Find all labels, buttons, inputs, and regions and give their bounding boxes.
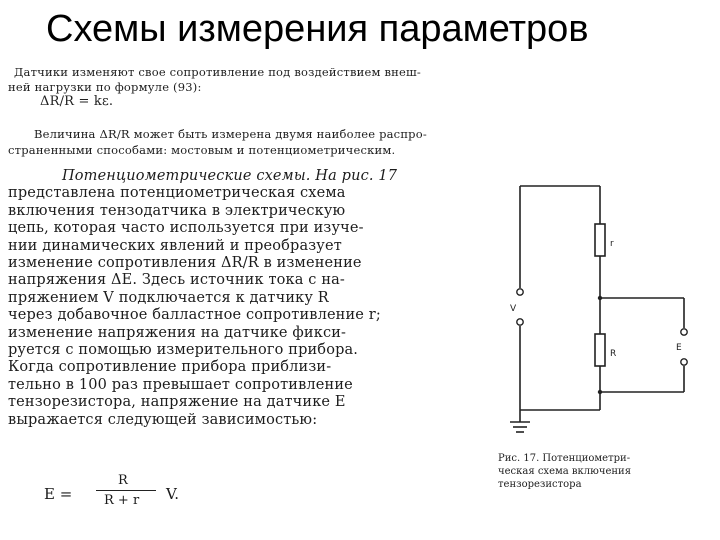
circuit-diagram <box>508 178 698 448</box>
caption-line-2: ческая схема включения <box>498 466 632 477</box>
main-line-11: руется с помощью измерительного прибора. <box>8 342 359 359</box>
main-line-7: напряжения ΔE. Здесь источник тока с на- <box>8 272 345 289</box>
main-line-12: Когда сопротивление прибора приблизи- <box>8 359 332 376</box>
main-line-4: цепь, которая часто используется при изуче- <box>8 220 364 237</box>
terminal-v-top <box>517 289 523 295</box>
main-line-14: тензорезистора, напряжение на датчике E <box>8 394 346 411</box>
caption-line-3: тензорезистора <box>498 479 582 490</box>
main-line-9: через добавочное балластное сопротивление r; <box>8 307 381 324</box>
fraction-bar <box>96 490 156 491</box>
slide-title: Схемы измерения параметров <box>46 8 589 50</box>
intro-line-1: Датчики изменяют свое сопротивление под воздействием внеш- <box>14 65 422 79</box>
intro-line-2: ней нагрузки по формуле (93): <box>8 80 202 94</box>
main-line-8: пряжением V подключается к датчику R <box>8 289 329 306</box>
label-r: r <box>610 239 614 249</box>
formula-rhs: V. <box>166 485 179 503</box>
main-line-6: изменение сопротивления ΔR/R в изменение <box>8 255 362 272</box>
formula-lhs: E = <box>44 485 73 503</box>
terminal-v-bottom <box>517 319 523 325</box>
terminal-e-top <box>681 329 687 335</box>
main-line-2: представлена потенциометрическая схема <box>8 185 346 202</box>
main-line-5: нии динамических явлений и преобразует <box>8 237 342 254</box>
main-line-10: изменение напряжения на датчике фикси- <box>8 324 347 341</box>
main-line-15: выражается следующей зависимостью: <box>8 411 318 428</box>
label-R: R <box>610 349 617 359</box>
resistor-r <box>595 224 605 256</box>
caption-line-1: Рис. 17. Потенциометри- <box>498 453 631 464</box>
formula-denominator: R + r <box>104 493 140 508</box>
figure-caption <box>498 452 631 491</box>
main-line-13: тельно в 100 раз превышает сопротивление <box>8 376 353 393</box>
formula-numerator: R <box>118 473 128 488</box>
resistor-R <box>595 334 605 366</box>
label-e: E <box>676 343 682 353</box>
intro-formula: ΔR/R = kε. <box>40 94 114 109</box>
main-text <box>8 168 508 429</box>
scanned-page <box>0 60 720 540</box>
main-line-1: Потенциометрические схемы. На рис. 17 <box>62 168 398 184</box>
para2-line-1: Величина ΔR/R может быть измерена двумя наиболее распро- <box>34 127 427 141</box>
label-v: V <box>510 304 517 314</box>
node-junction-bottom <box>598 390 602 394</box>
terminal-e-bottom <box>681 359 687 365</box>
main-line-3: включения тензодатчика в электрическую <box>8 202 346 219</box>
node-junction-top <box>598 296 602 300</box>
para2-line-2: страненными способами: мостовым и потенциометрическим. <box>8 143 396 157</box>
